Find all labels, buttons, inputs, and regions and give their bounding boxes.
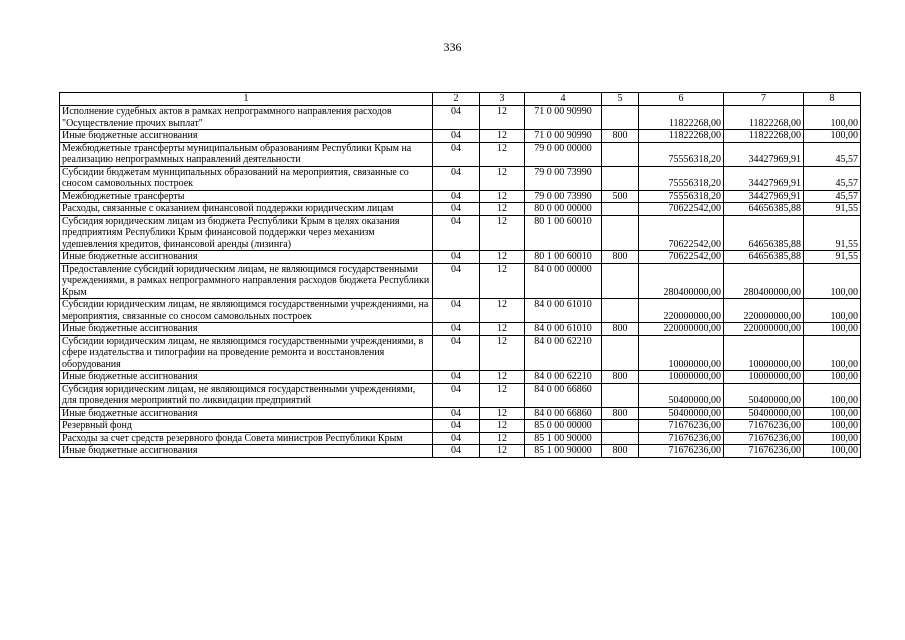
row-target-article: 80 1 00 60010 [525,251,602,264]
row-execution-percent: 91,55 [804,215,861,251]
row-target-article: 85 0 00 00000 [525,420,602,433]
row-description: Резервный фонд [60,420,433,433]
row-subsection: 12 [480,407,525,420]
table-row [60,371,861,384]
budget-table [59,92,861,458]
table-row [60,203,861,216]
row-target-article: 84 0 00 62210 [525,335,602,371]
row-execution-percent: 45,57 [804,142,861,166]
row-section: 04 [433,203,480,216]
row-section: 04 [433,445,480,458]
row-execution-percent: 100,00 [804,335,861,371]
row-executed-amount: 64656385,88 [724,215,804,251]
row-approved-amount: 11822268,00 [639,130,724,143]
row-approved-amount: 75556318,20 [639,190,724,203]
row-section: 04 [433,407,480,420]
row-executed-amount: 50400000,00 [724,383,804,407]
row-executed-amount: 34427969,91 [724,190,804,203]
row-expense-type [602,166,639,190]
row-description: Субсидия юридическим лицам из бюджета Республики Крым в целях оказания предприятиям Республики Крым финансовой поддержки через механизм удешевления кредитов, финансовой аренды (лизинга) [60,215,433,251]
row-description: Субсидии бюджетам муниципальных образований на мероприятия, связанные со сносом самовольных построек [60,166,433,190]
row-description: Предоставление субсидий юридическим лицам, не являющимся государственными учреждениями, в рамках непрограммного направления расходов бюджета Республики Крым [60,263,433,299]
row-execution-percent: 100,00 [804,130,861,143]
table-row [60,251,861,264]
row-target-article: 79 0 00 73990 [525,190,602,203]
row-expense-type: 800 [602,323,639,336]
table-row [60,383,861,407]
row-executed-amount: 220000000,00 [724,299,804,323]
row-execution-percent: 100,00 [804,383,861,407]
row-target-article: 84 0 00 62210 [525,371,602,384]
row-executed-amount: 34427969,91 [724,142,804,166]
row-execution-percent: 100,00 [804,323,861,336]
row-subsection: 12 [480,215,525,251]
row-execution-percent: 100,00 [804,371,861,384]
row-executed-amount: 11822268,00 [724,130,804,143]
row-expense-type: 800 [602,371,639,384]
table-row [60,299,861,323]
row-approved-amount: 75556318,20 [639,142,724,166]
table-row [60,335,861,371]
row-target-article: 84 0 00 66860 [525,383,602,407]
row-section: 04 [433,432,480,445]
row-section: 04 [433,383,480,407]
row-subsection: 12 [480,371,525,384]
row-target-article: 80 1 00 60010 [525,215,602,251]
row-execution-percent: 100,00 [804,432,861,445]
row-section: 04 [433,130,480,143]
row-subsection: 12 [480,335,525,371]
table-row [60,130,861,143]
table-header-row [60,93,861,106]
row-approved-amount: 71676236,00 [639,432,724,445]
row-executed-amount: 64656385,88 [724,203,804,216]
row-subsection: 12 [480,263,525,299]
row-execution-percent: 91,55 [804,251,861,264]
table-row [60,407,861,420]
table-row [60,190,861,203]
row-expense-type: 800 [602,251,639,264]
row-subsection: 12 [480,445,525,458]
row-expense-type [602,432,639,445]
row-execution-percent: 91,55 [804,203,861,216]
row-approved-amount: 50400000,00 [639,383,724,407]
row-expense-type [602,335,639,371]
row-approved-amount: 280400000,00 [639,263,724,299]
column-header: 5 [602,93,639,106]
column-header: 2 [433,93,480,106]
table-row [60,106,861,130]
row-executed-amount: 280400000,00 [724,263,804,299]
row-section: 04 [433,215,480,251]
row-target-article: 85 1 00 90000 [525,445,602,458]
row-expense-type [602,420,639,433]
row-expense-type: 800 [602,407,639,420]
row-approved-amount: 70622542,00 [639,203,724,216]
row-description: Субсидии юридическим лицам, не являющимся государственными учреждениями, в сфере издательства и типографии на проведение ремонта и восстановления оборудования [60,335,433,371]
row-execution-percent: 100,00 [804,445,861,458]
row-executed-amount: 10000000,00 [724,335,804,371]
row-section: 04 [433,251,480,264]
row-description: Иные бюджетные ассигнования [60,371,433,384]
row-target-article: 84 0 00 61010 [525,323,602,336]
row-subsection: 12 [480,106,525,130]
row-executed-amount: 71676236,00 [724,432,804,445]
row-section: 04 [433,142,480,166]
row-approved-amount: 11822268,00 [639,106,724,130]
row-description: Субсидия юридическим лицам, не являющимся государственными учреждениями, для проведения мероприятий по ликвидации предприятий [60,383,433,407]
row-expense-type: 800 [602,445,639,458]
row-executed-amount: 71676236,00 [724,445,804,458]
column-header: 1 [60,93,433,106]
row-subsection: 12 [480,383,525,407]
row-target-article: 79 0 00 73990 [525,166,602,190]
row-subsection: 12 [480,142,525,166]
row-subsection: 12 [480,166,525,190]
column-header: 4 [525,93,602,106]
row-execution-percent: 100,00 [804,420,861,433]
row-expense-type [602,299,639,323]
row-approved-amount: 70622542,00 [639,215,724,251]
row-description: Иные бюджетные ассигнования [60,407,433,420]
row-approved-amount: 220000000,00 [639,323,724,336]
row-target-article: 84 0 00 61010 [525,299,602,323]
row-subsection: 12 [480,299,525,323]
row-executed-amount: 50400000,00 [724,407,804,420]
row-section: 04 [433,299,480,323]
row-subsection: 12 [480,203,525,216]
row-approved-amount: 71676236,00 [639,420,724,433]
row-section: 04 [433,371,480,384]
row-section: 04 [433,166,480,190]
row-execution-percent: 100,00 [804,299,861,323]
row-description: Исполнение судебных актов в рамках непрограммного направления расходов "Осуществление прочих выплат" [60,106,433,130]
column-header: 8 [804,93,861,106]
row-subsection: 12 [480,251,525,264]
row-executed-amount: 71676236,00 [724,420,804,433]
row-execution-percent: 100,00 [804,263,861,299]
row-expense-type: 500 [602,190,639,203]
row-executed-amount: 10000000,00 [724,371,804,384]
table-row [60,215,861,251]
row-executed-amount: 34427969,91 [724,166,804,190]
row-section: 04 [433,190,480,203]
table-row [60,263,861,299]
row-approved-amount: 50400000,00 [639,407,724,420]
row-section: 04 [433,323,480,336]
row-description: Межбюджетные трансферты [60,190,433,203]
column-header: 7 [724,93,804,106]
row-target-article: 71 0 00 90990 [525,106,602,130]
row-executed-amount: 11822268,00 [724,106,804,130]
table-row [60,432,861,445]
row-expense-type [602,383,639,407]
row-approved-amount: 71676236,00 [639,445,724,458]
row-executed-amount: 220000000,00 [724,323,804,336]
row-expense-type [602,263,639,299]
row-section: 04 [433,335,480,371]
row-subsection: 12 [480,420,525,433]
page-number: 336 [443,40,462,54]
column-header: 6 [639,93,724,106]
row-target-article: 84 0 00 66860 [525,407,602,420]
row-description: Расходы за счет средств резервного фонда Совета министров Республики Крым [60,432,433,445]
row-target-article: 71 0 00 90990 [525,130,602,143]
row-expense-type [602,203,639,216]
table-row [60,323,861,336]
table-body [60,93,861,458]
row-approved-amount: 220000000,00 [639,299,724,323]
row-expense-type [602,215,639,251]
row-approved-amount: 10000000,00 [639,335,724,371]
row-description: Иные бюджетные ассигнования [60,445,433,458]
table-row [60,142,861,166]
row-description: Иные бюджетные ассигнования [60,251,433,264]
row-execution-percent: 100,00 [804,407,861,420]
row-expense-type [602,106,639,130]
row-target-article: 79 0 00 00000 [525,142,602,166]
row-subsection: 12 [480,432,525,445]
row-target-article: 80 0 00 00000 [525,203,602,216]
row-subsection: 12 [480,190,525,203]
table-row [60,445,861,458]
row-subsection: 12 [480,323,525,336]
row-execution-percent: 100,00 [804,106,861,130]
row-description: Субсидии юридическим лицам, не являющимся государственными учреждениями, на мероприятия, связанные со сносом самовольных построек [60,299,433,323]
row-approved-amount: 70622542,00 [639,251,724,264]
row-target-article: 84 0 00 00000 [525,263,602,299]
row-subsection: 12 [480,130,525,143]
row-execution-percent: 45,57 [804,166,861,190]
row-target-article: 85 1 00 90000 [525,432,602,445]
row-section: 04 [433,263,480,299]
row-expense-type [602,142,639,166]
row-description: Межбюджетные трансферты муниципальным образованиям Республики Крым на реализацию непрограммных направлений деятельности [60,142,433,166]
row-execution-percent: 45,57 [804,190,861,203]
row-section: 04 [433,106,480,130]
table-row [60,166,861,190]
row-expense-type: 800 [602,130,639,143]
row-description: Иные бюджетные ассигнования [60,323,433,336]
column-header: 3 [480,93,525,106]
row-approved-amount: 75556318,20 [639,166,724,190]
row-approved-amount: 10000000,00 [639,371,724,384]
table-row [60,420,861,433]
row-description: Иные бюджетные ассигнования [60,130,433,143]
row-executed-amount: 64656385,88 [724,251,804,264]
row-section: 04 [433,420,480,433]
row-description: Расходы, связанные с оказанием финансовой поддержки юридическим лицам [60,203,433,216]
